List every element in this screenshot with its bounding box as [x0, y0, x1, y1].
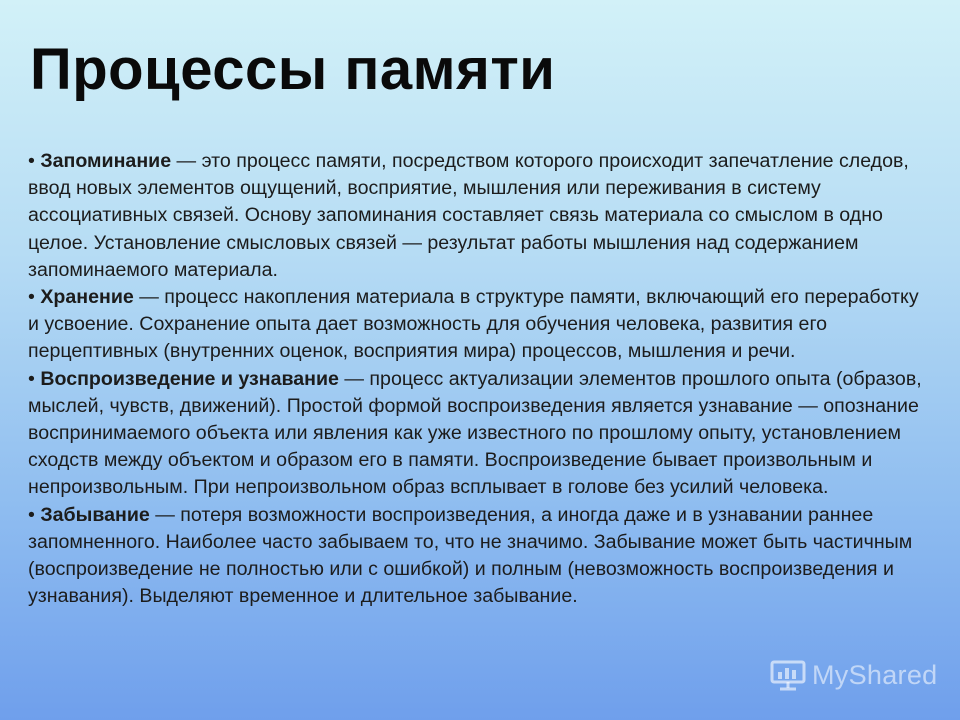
slide-body: [28, 148, 934, 610]
watermark-text: MyShared: [812, 659, 938, 690]
bullet-item-reproduction: [28, 366, 934, 502]
definition-forgetting: — потеря возможности воспроизведения, а иногда даже и в узнавании раннее запомненного. Наиболее часто забываем то, что не значимо. Забывание может быть частичным (воспроизведение не полностью или с ошибкой) и полным (невозможность воспроизведения и узнавания). Выделяют временное и длительное забывание.: [28, 503, 913, 608]
term-reproduction: Воспроизведение и узнавание: [40, 367, 339, 390]
bullet-marker: •: [28, 503, 35, 526]
presentation-screen-icon: [770, 658, 806, 692]
definition-memorization: — это процесс памяти, посредством которого происходит запечатление следов, ввод новых элементов ощущений, восприятие, мышления или переживания в систему ассоциативных связей. Основу запоминания составляет связь материала со смыслом в одно целое. Установление смысловых связей — результат работы мышления над содержанием запоминаемого материала.: [28, 150, 909, 281]
definition-reproduction: — процесс актуализации элементов прошлого опыта (образов, мыслей, чувств, движений). Простой формой воспроизведения является узнавание — опознание воспринимаемого объекта или явления как уже известного по прошлому опыту, установлением сходств между объектом и образом его в памяти. Воспроизведение бывает произвольным и непроизвольным. При непроизвольном образ всплывает в голове без усилий человека.: [28, 367, 922, 499]
bullet-item-forgetting: [28, 502, 934, 611]
definition-storage: — процесс накопления материала в структуре памяти, включающий его переработку и усвоение. Сохранение опыта дает возможность для обучения человека, развития его перцептивных (внутренних оценок, восприятия мира) процессов, мышления и речи.: [28, 286, 919, 363]
term-memorization: Запоминание: [40, 150, 172, 172]
term-storage: Хранение: [40, 286, 134, 309]
slide-title: Процессы памяти: [30, 37, 556, 102]
term-forgetting: Забывание: [40, 503, 150, 526]
bullet-marker: •: [28, 150, 35, 172]
bullet-item-storage: [28, 284, 934, 366]
bullet-item-memorization: [28, 148, 934, 284]
bullet-marker: •: [28, 367, 35, 390]
bullet-marker: •: [28, 286, 35, 309]
watermark: [770, 655, 937, 695]
